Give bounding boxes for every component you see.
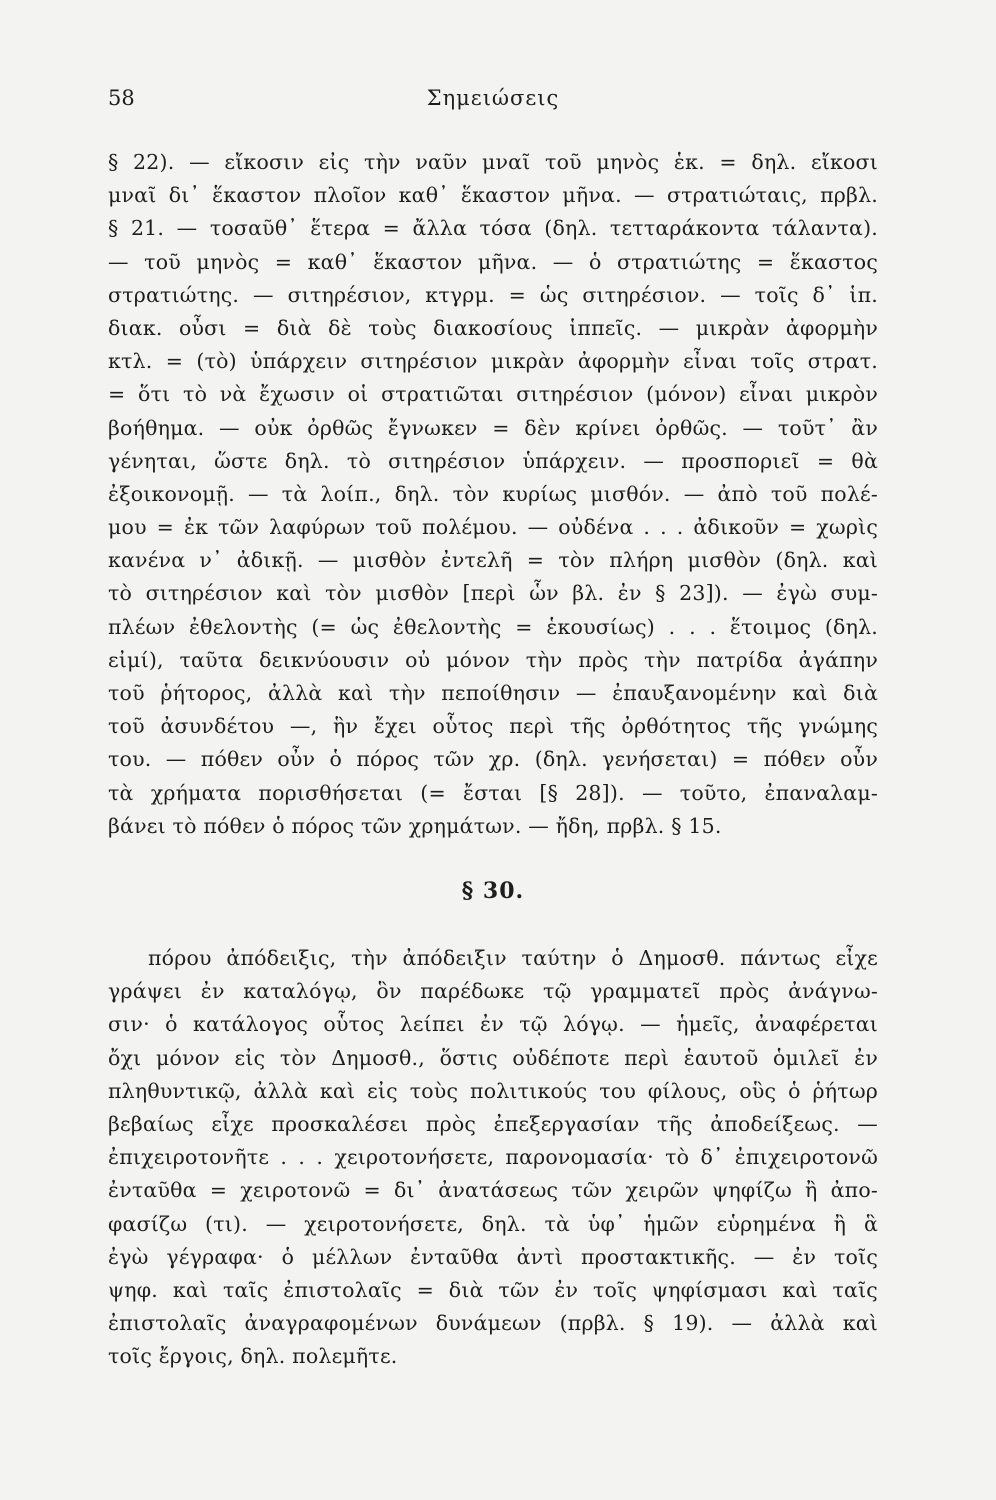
text-line: του. — πόθεν οὖν ὁ πόρος τῶν χρ. (δηλ. γενήσεται) = πόθεν οὖν [108, 747, 878, 772]
text-line: διακ. οὖσι = διὰ δὲ τοὺς διακοσίους ἱππεῖς. — μικρὰν ἀφορμὴν [108, 315, 878, 340]
section-30-paragraph [108, 942, 878, 1373]
text-line: γράψει ἐν καταλόγῳ, ὃν παρέδωκε τῷ γραμματεῖ πρὸς ἀνάγνω- [108, 979, 878, 1004]
text-line: = ὅτι τὸ νὰ ἔχωσιν οἱ στρατιῶται σιτηρέσιον (μόνον) εἶναι μικρὸν [108, 382, 878, 407]
text-line: ἐγὼ γέγραφα· ὁ μέλλων ἐνταῦθα ἀντὶ προστακτικῆς. — ἐν τοῖς [108, 1244, 878, 1269]
text-line: τοῦ ῥήτορος, ἀλλὰ καὶ τὴν πεποίθησιν — ἐπαυξανομένην καὶ διὰ [108, 681, 878, 705]
text-line: ἐνταῦθα = χειροτονῶ = δι᾽ ἀνατάσεως τῶν χειρῶν ψηφίζω ἢ ἀπο- [108, 1178, 878, 1203]
text-line: τὸ σιτηρέσιον καὶ τὸν μισθὸν [περὶ ὧν βλ. ἐν § 23]). — ἐγὼ συμ- [108, 581, 878, 606]
text-line: μναῖ δι᾽ ἕκαστον πλοῖον καθ᾽ ἕκαστον μῆνα. — στρατιώταις, πρβλ. [108, 183, 878, 208]
text-line: ἐπιστολαῖς ἀναγραφομένων δυνάμεων (πρβλ. § 19). — ἀλλὰ καὶ [108, 1311, 878, 1336]
text-line: πλέων ἐθελοντὴς (= ὡς ἐθελοντὴς = ἑκουσίως) . . . ἕτοιμος (δηλ. [108, 614, 878, 639]
running-title: Σημειώσεις [426, 86, 560, 110]
text-line: ἐξοικονομῇ. — τὰ λοίπ., δηλ. τὸν κυρίως μισθόν. — ἀπὸ τοῦ πολέ- [108, 481, 878, 506]
text-line: βοήθημα. — οὐκ ὀρθῶς ἔγνωκεν = δὲν κρίνει ὀρθῶς. — τοῦτ᾽ ἂν [108, 415, 878, 440]
text-line: φασίζω (τι). — χειροτονήσετε, δηλ. τὰ ὑφ᾽ ἡμῶν εὑρημένα ἢ ἃ [108, 1211, 878, 1236]
text-line: τὰ χρήματα πορισθήσεται (= ἔσται [§ 28]). — τοῦτο, ἐπαναλαμ- [108, 780, 878, 805]
text-line: ἐπιχειροτονῆτε . . . χειροτονήσετε, παρονομασία· τὸ δ᾽ ἐπιχειροτονῶ [108, 1145, 878, 1170]
page-header [108, 86, 878, 122]
text-line: — τοῦ μηνὸς = καθ᾽ ἕκαστον μῆνα. — ὁ στρατιώτης = ἕκαστος [108, 249, 878, 274]
text-line: § 22). — εἴκοσιν εἰς τὴν ναῦν μναῖ τοῦ μηνὸς ἑκ. = δηλ. εἴκοσι [108, 150, 878, 174]
text-line: βεβαίως εἶχε προσκαλέσει πρὸς ἐπεξεργασίαν τῆς ἀποδείξεως. — [108, 1111, 878, 1136]
text-line: βάνει τὸ πόθεν ὁ πόρος τῶν χρημάτων. — ἤδη, πρβλ. § 15. [108, 813, 722, 838]
text-line: πόρου ἀπόδειξις, τὴν ἀπόδειξιν ταύτην ὁ Δημοσθ. πάντως εἶχε [148, 946, 878, 970]
text-line: στρατιώτης. — σιτηρέσιον, κτγρμ. = ὡς σιτηρέσιον. — τοῖς δ᾽ ἱπ. [108, 282, 878, 307]
section-heading: § 30. [461, 878, 525, 904]
text-line: κανένα ν᾽ ἀδικῇ. — μισθὸν ἐντελῆ = τὸν πλήρη μισθὸν (δηλ. καὶ [108, 548, 878, 573]
text-line: τοῦ ἀσυνδέτου —, ἣν ἔχει οὗτος περὶ τῆς ὀρθότητος τῆς γνώμης [108, 714, 878, 739]
text-line: κτλ. = (τὸ) ὑπάρχειν σιτηρέσιον μικρὰν ἀφορμὴν εἶναι τοῖς στρατ. [108, 349, 878, 374]
text-line: μου = ἐκ τῶν λαφύρων τοῦ πολέμου. — οὐδένα . . . ἀδικοῦν = χωρὶς [108, 515, 878, 540]
text-line: ψηφ. καὶ ταῖς ἐπιστολαῖς = διὰ τῶν ἐν τοῖς ψηφίσμασι καὶ ταῖς [108, 1277, 878, 1302]
text-line: γένηται, ὥστε δηλ. τὸ σιτηρέσιον ὑπάρχειν. — προσποριεῖ = θὰ [108, 448, 878, 473]
text-line: τοῖς ἔργοις, δηλ. πολεμῆτε. [108, 1344, 398, 1369]
notes-paragraph [108, 146, 878, 843]
text-line: εἰμί), ταῦτα δεικνύουσιν οὐ μόνον τὴν πρὸς τὴν πατρίδα ἀγάπην [108, 647, 878, 672]
text-line: ὄχι μόνον εἰς τὸν Δημοσθ., ὅστις οὐδέποτε περὶ ἑαυτοῦ ὁμιλεῖ ἐν [108, 1045, 878, 1070]
page-number: 58 [108, 86, 135, 110]
text-line: σιν· ὁ κατάλογος οὗτος λείπει ἐν τῷ λόγῳ. — ἡμεῖς, ἀναφέρεται [108, 1012, 878, 1037]
text-line: πληθυντικῷ, ἀλλὰ καὶ εἰς τοὺς πολιτικούς του φίλους, οὓς ὁ ῥήτωρ [108, 1078, 878, 1103]
text-line: § 21. — τοσαῦθ᾽ ἕτερα = ἄλλα τόσα (δηλ. τετταράκοντα τάλαντα). [108, 216, 878, 241]
